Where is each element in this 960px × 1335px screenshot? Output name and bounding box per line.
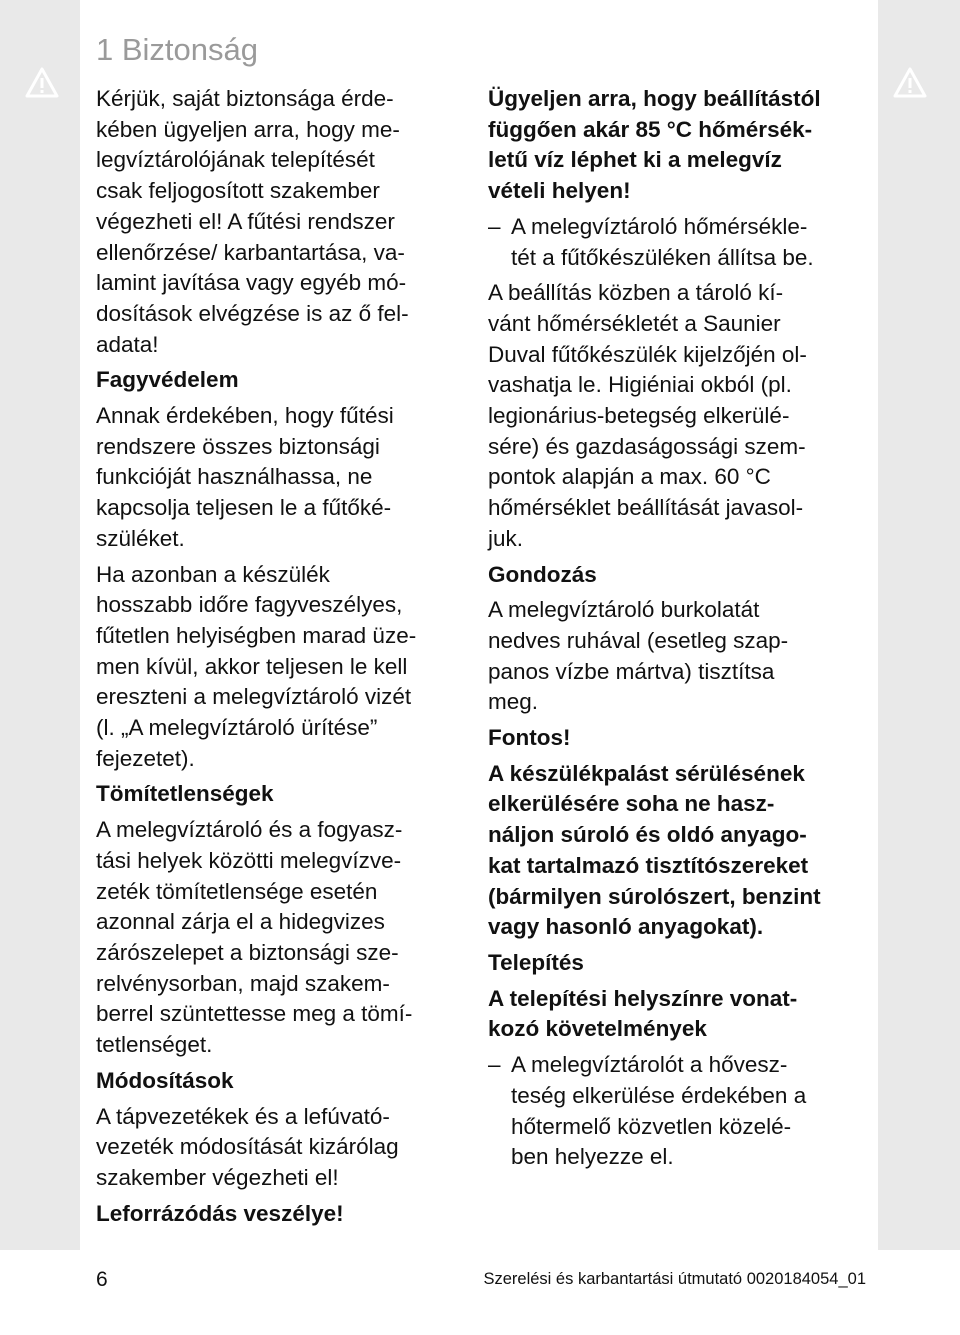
page-number: 6: [96, 1268, 108, 1291]
text-line: relvénysorban, majd szakem-: [96, 970, 390, 996]
text-line: hőtermelő közvetlen közelé-: [511, 1113, 792, 1139]
text-line: csak feljogosított szakember: [96, 178, 380, 204]
text-line: vánt hőmérsékletét a Saunier: [488, 310, 781, 336]
manual-title: Szerelési és karbantartási útmutató 0020184054_01: [483, 1270, 866, 1288]
text-line: elkerülésére soha ne hasz-: [488, 791, 775, 817]
text-line: kozó követelmények: [488, 1016, 707, 1042]
text-line: szüléket.: [96, 525, 185, 551]
text-line: azonnal zárja el a hidegvizes: [96, 909, 385, 935]
text-line: (bármilyen súrolószert, benzint: [488, 883, 821, 909]
text-line: juk.: [488, 525, 524, 551]
text-line: függően akár 85 °C hőmérsék-: [488, 116, 813, 142]
text-line: berrel szüntettesse meg a tömí-: [96, 1001, 413, 1027]
text-line: fűtetlen helyiségben marad üze-: [96, 622, 417, 648]
text-line: hőmérséklet beállítását javasol-: [488, 495, 804, 521]
text-line: A beállítás közben a tároló kí-: [488, 280, 784, 306]
text-line: Ügyeljen arra, hogy beállítástól: [488, 86, 821, 111]
temperature-paragraph: [488, 278, 868, 554]
leaks-paragraph: [96, 815, 466, 1061]
left-column: [96, 84, 466, 1234]
text-line: lamint javítása vagy egyéb mó-: [96, 270, 407, 296]
scald-danger-heading: Leforrázódás veszélye!: [96, 1200, 344, 1226]
text-line: A telepítési helyszínre vonat-: [488, 985, 798, 1011]
text-line: A tápvezetékek és a lefúvató-: [96, 1103, 390, 1129]
page-footer: [96, 1268, 866, 1292]
text-line: vételi helyen!: [488, 178, 631, 204]
text-line: tási helyek közötti melegvízve-: [96, 847, 402, 873]
text-line: sére) és gazdaságossági szem-: [488, 433, 806, 459]
text-line: vashatja le. Higiéniai okból (pl.: [488, 372, 792, 398]
text-line: szakember végezheti el!: [96, 1164, 339, 1190]
text-line: ellenőrzése/ karbantartása, va-: [96, 239, 405, 265]
text-line: kapcsolja teljesen le a fűtőké-: [96, 495, 392, 521]
text-line: A melegvíztároló hőmérsékle-: [511, 213, 808, 239]
text-line: hosszabb időre fagyveszélyes,: [96, 592, 403, 618]
scald-warning-text: [488, 84, 868, 207]
text-line: pontok alapján a max. 60 °C: [488, 464, 771, 490]
text-line: Annak érdekében, hogy fűtési: [96, 403, 394, 429]
text-line: A melegvíztároló burkolatát: [488, 597, 760, 623]
text-line: adata!: [96, 331, 159, 357]
text-line: (l. „A melegvíztároló ürítése”: [96, 715, 378, 741]
text-line: tetlenséget.: [96, 1032, 213, 1058]
text-line: vezeték módosítását kizárólag: [96, 1134, 399, 1160]
text-line: A készülékpalást sérülésének: [488, 760, 805, 786]
installation-requirements-heading: [488, 984, 868, 1045]
text-line: ereszteni a melegvíztároló vizét: [96, 684, 412, 710]
text-line: náljon súroló és oldó anyago-: [488, 822, 807, 848]
text-line: panos vízbe mártva) tisztítsa: [488, 658, 775, 684]
text-line: A melegvíztároló és a fogyasz-: [96, 817, 403, 843]
chapter-title: 1 Biztonság: [96, 32, 258, 67]
text-line: legvíztárolójának telepítését: [96, 147, 375, 173]
right-column: [488, 84, 868, 1178]
installation-instruction: [488, 1050, 868, 1173]
text-line: kat tartalmazó tisztítószereket: [488, 852, 809, 878]
important-heading: Fontos!: [488, 725, 571, 751]
leaks-heading: Tömítetlenségek: [96, 781, 274, 807]
dash-bullet: –: [488, 213, 501, 239]
text-line: zeték tömítetlensége esetén: [96, 878, 378, 904]
text-line: meg.: [488, 689, 539, 715]
right-margin-band: [878, 0, 960, 1250]
care-heading: Gondozás: [488, 561, 597, 587]
text-line: tét a fűtőkészüléken állítsa be.: [511, 244, 814, 270]
frost-paragraph-1: [96, 401, 466, 555]
important-warning-text: [488, 759, 868, 943]
text-line: Duval fűtőkészülék kijelzőjén ol-: [488, 341, 807, 367]
text-line: Ha azonban a készülék: [96, 561, 330, 587]
dash-bullet: –: [488, 1052, 501, 1078]
text-line: kében ügyeljen arra, hogy me-: [96, 116, 400, 142]
text-line: zárószelepet a biztonsági sze-: [96, 939, 399, 965]
installation-heading: Telepítés: [488, 949, 584, 975]
text-line: nedves ruhával (esetleg szap-: [488, 627, 789, 653]
text-line: men kívül, akkor teljesen le kell: [96, 653, 408, 679]
warning-triangle-icon: [25, 66, 59, 100]
text-line: dosítások elvégzése is az ő fel-: [96, 300, 409, 326]
temperature-instruction: [488, 212, 868, 273]
text-line: letű víz léphet ki a melegvíz: [488, 147, 782, 173]
text-line: vagy hasonló anyagokat).: [488, 914, 764, 940]
left-margin-band: [0, 0, 80, 1250]
text-line: teség elkerülése érdekében a: [511, 1082, 807, 1108]
text-line: végezheti el! A fűtési rendszer: [96, 208, 395, 234]
text-line: ben helyezze el.: [511, 1144, 674, 1170]
frost-protection-heading: Fagyvédelem: [96, 367, 239, 393]
modifications-heading: Módosítások: [96, 1067, 234, 1093]
text-line: fejezetet).: [96, 745, 195, 771]
text-line: legionárius-betegség elkerülé-: [488, 403, 790, 429]
frost-paragraph-2: [96, 560, 466, 775]
intro-paragraph: [96, 84, 466, 360]
text-line: Kérjük, saját biztonsága érde-: [96, 86, 394, 111]
warning-triangle-icon: [893, 66, 927, 100]
text-line: A melegvíztárolót a hővesz-: [511, 1052, 788, 1078]
care-paragraph: [488, 595, 868, 718]
text-line: rendszere összes biztonsági: [96, 433, 380, 459]
text-line: funkcióját használhassa, ne: [96, 464, 373, 490]
modifications-paragraph: [96, 1102, 466, 1194]
